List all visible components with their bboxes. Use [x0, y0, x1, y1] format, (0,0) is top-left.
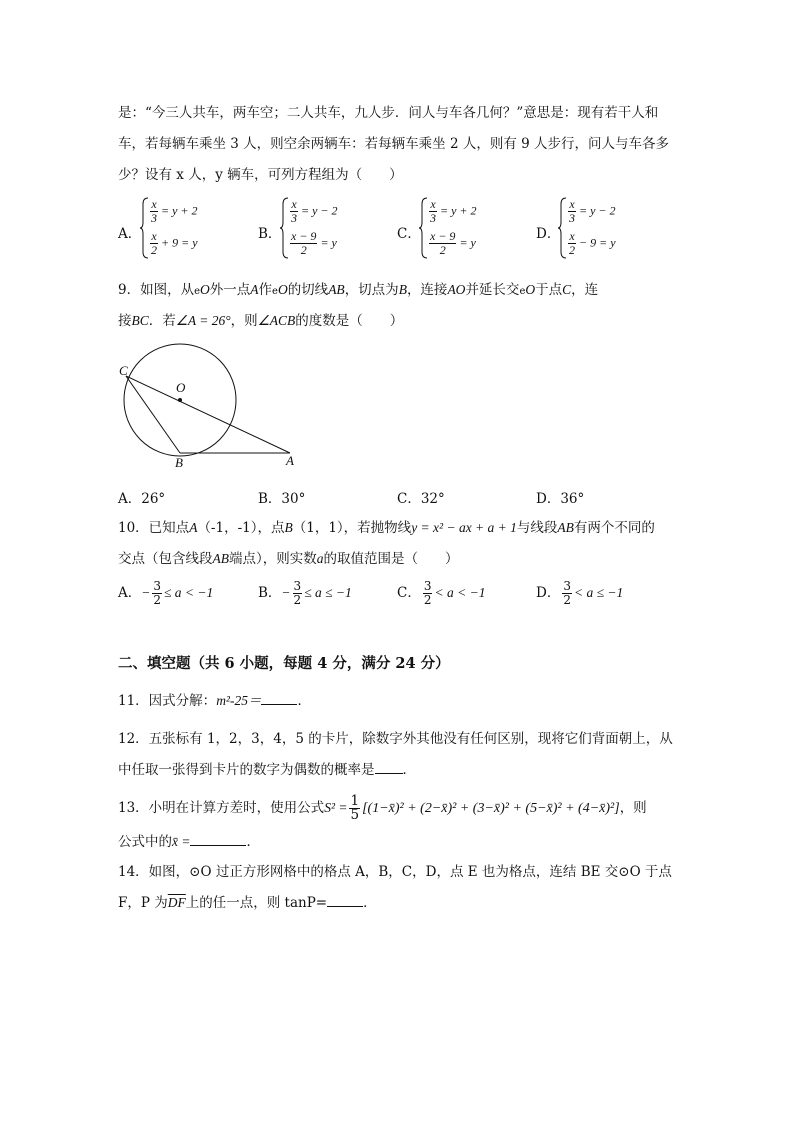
center-dot: [178, 398, 182, 402]
q10-line-2: 交点（包含线段AB端点），则实数a的取值范围是（ ）: [118, 551, 459, 567]
q10-option-b: B．− $\frac{3}{2}$ ≤ a ≤ −1: [258, 579, 352, 607]
q9-option-d: D．36°: [536, 491, 585, 507]
equation-system: [280, 196, 390, 260]
q12-blank[interactable]: [375, 773, 403, 774]
label-b: B: [175, 455, 183, 470]
label-o: O: [176, 380, 186, 395]
q10-option-a: A．− $\frac{3}{2}$ ≤ a < −1: [118, 579, 214, 607]
q9-option-c: C．32°: [397, 491, 445, 507]
q10-option-d: D． $\frac{3}{2}$ < a ≤ −1: [536, 579, 624, 607]
q11: 11．因式分解：m²-25＝ ．: [118, 693, 311, 709]
option-label: D．: [536, 226, 561, 242]
q8-line-2: 车，若每辆车乘坐 3 人，则空余两辆车：若每辆车乘坐 2 人，则有 9 人步行，问人与车各多: [118, 136, 670, 152]
q8-line-3: 少？设有 x 人，y 辆车，可列方程组为（ ）: [118, 167, 403, 183]
q13-line-2: 公式中的x̄ = ．: [118, 834, 260, 850]
line-cb: [126, 376, 180, 453]
q13-line-1: 13．小明在计算方差时，使用公式S² = $\frac{1}{5}$ [(1−x̄)² + (2−x̄)² + (3−x̄)² + (5−x̄)² + (4−x̄)²]，则: [118, 793, 647, 823]
q9-line-1: 9．如图，从eO外一点A作eO的切线AB，切点为B，连接AO并延长交eO于点C，连: [118, 282, 599, 298]
equation-2: $\frac{x}{2}$ − 9 = y: [569, 229, 616, 257]
section-title: 二、填空题（共 6 小题，每题 4 分，满分 24 分）: [118, 655, 450, 672]
line-ca: [126, 376, 290, 453]
q11-blank[interactable]: [261, 704, 297, 705]
q14-line-1: 14．如图，⊙O 过正方形网格中的格点 A，B，C，D，点 E 也为格点，连结 BE 交⊙O 于点: [118, 864, 672, 880]
option-label: C．: [397, 226, 421, 242]
equation-1: $\frac{x}{3}$ = y + 2: [151, 197, 198, 225]
equation-1: $\frac{x}{3}$ = y + 2: [430, 197, 477, 225]
brace-icon: [140, 196, 150, 260]
brace-icon: [280, 196, 290, 260]
equation-1: $\frac{x}{3}$ = y − 2: [291, 197, 338, 225]
q8-line-1: 是：“今三人共车，两车空；二人共车，九人步．问人与车各几何？”意思是：现有若干人和: [118, 105, 659, 121]
equation-2: $\frac{x - 9}{2}$ = y: [291, 229, 337, 257]
equation-system: [419, 196, 529, 260]
q9-line-2: 接BC．若∠A = 26°，则∠ACB的度数是（ ）: [118, 313, 404, 329]
q9-figure: [110, 340, 310, 470]
q9-option-b: B．30°: [258, 491, 306, 507]
equation-2: $\frac{x}{2}$ + 9 = y: [151, 229, 198, 257]
q9-option-a: A．26°: [118, 491, 166, 507]
q13-blank[interactable]: [190, 845, 246, 846]
brace-icon: [558, 196, 568, 260]
equation-system: [558, 196, 668, 260]
q10-line-1: 10．已知点A（-1，-1），点B（1，1），若抛物线y = x² − ax + a + 1与线段AB有两个不同的: [118, 520, 655, 536]
option-label: B．: [258, 226, 282, 242]
q13-fraction: $\frac{1}{5}$: [350, 793, 360, 823]
label-a: A: [286, 453, 294, 468]
label-c: C: [119, 363, 128, 378]
equation-1: $\frac{x}{3}$ = y − 2: [569, 197, 616, 225]
q12-line-2: 中任取一张得到卡片的数字为偶数的概率是 ．: [118, 762, 416, 778]
brace-icon: [419, 196, 429, 260]
q10-option-c: C． $\frac{3}{2}$ < a < −1: [397, 579, 486, 607]
option-label: A．: [118, 226, 142, 242]
equation-system: [140, 196, 250, 260]
q14-line-2: F，P 为$\overline{DF}$上的任一点，则 tanP= ．: [118, 895, 377, 911]
q14-blank[interactable]: [327, 906, 363, 907]
q12-line-1: 12．五张标有 1，2，3，4，5 的卡片，除数字外其他没有任何区别，现将它们背面朝上，从: [118, 731, 673, 747]
equation-2: $\frac{x - 9}{2}$ = y: [430, 229, 476, 257]
arc-df: $\overline{DF}$: [167, 895, 186, 910]
